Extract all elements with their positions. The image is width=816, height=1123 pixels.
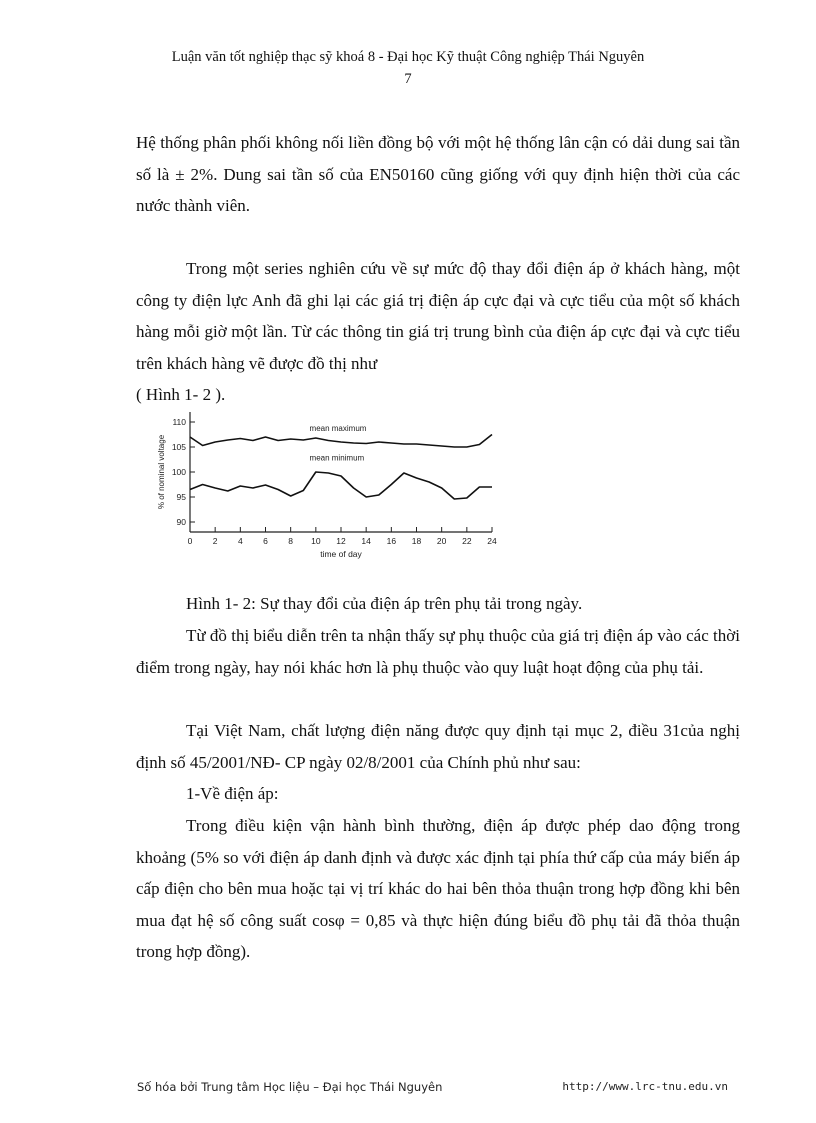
series-label-mean-minimum: mean minimum bbox=[309, 453, 365, 463]
paragraph-observation: Từ đồ thị biểu diễn trên ta nhận thấy sự phụ thuộc của giá trị điện áp vào các thời điểm trong ngày, hay nói khác hơn là phụ thuộc vào quy luật hoạt động của phụ tải. bbox=[136, 626, 740, 677]
paragraph-frequency-tolerance: Hệ thống phân phối không nối liền đồng bộ với một hệ thống lân cận có dải dung sai tần số là ± 2%. Dung sai tần số của EN50160 cũng giống với quy định hiện thời của các nước thành viên. bbox=[136, 133, 740, 215]
paragraph-vietnam-regulation: Tại Việt Nam, chất lượng điện năng được quy định tại mục 2, điều 31của nghị định số 45/2001/NĐ- CP ngày 02/8/2001 của Chính phủ như sau: bbox=[136, 721, 740, 772]
section-heading-voltage: 1-Về điện áp: bbox=[186, 784, 279, 803]
x-tick-label: 8 bbox=[288, 536, 294, 546]
page-header bbox=[0, 46, 816, 90]
x-tick-label: 12 bbox=[336, 536, 346, 546]
x-axis-label: time of day bbox=[320, 549, 362, 559]
x-tick-label: 16 bbox=[386, 536, 397, 546]
x-tick-label: 22 bbox=[462, 536, 472, 546]
chart-series bbox=[190, 435, 492, 500]
y-tick-label: 105 bbox=[171, 442, 186, 452]
footer-url[interactable]: http://www.lrc-tnu.edu.vn bbox=[562, 1080, 728, 1093]
y-tick-label: 90 bbox=[176, 517, 186, 527]
chart-labels bbox=[157, 417, 497, 559]
x-tick-label: 20 bbox=[436, 536, 447, 546]
x-tick-label: 24 bbox=[487, 536, 497, 546]
y-tick-label: 100 bbox=[171, 467, 186, 477]
series-label-mean-maximum: mean maximum bbox=[309, 424, 367, 433]
x-tick-label: 0 bbox=[187, 536, 193, 546]
paragraph-voltage-study-text: Trong một series nghiên cứu về sự mức độ thay đổi điện áp ở khách hàng, một công ty điện lực Anh đã ghi lại các giá trị điện áp cực đại và cực tiểu của một số khách hàng mỗi giờ một lần. Từ các thông tin giá trị trung bình của điện áp cực đại và cực tiểu trên khách hàng vẽ được đồ thị như bbox=[136, 259, 740, 373]
figure-reference: ( Hình 1- 2 ). bbox=[136, 385, 226, 404]
series-line-mean-maximum bbox=[190, 435, 492, 448]
voltage-chart-figure bbox=[148, 408, 518, 578]
header-title: Luận văn tốt nghiệp thạc sỹ khoá 8 - Đại học Kỹ thuật Công nghiệp Thái Nguyên bbox=[171, 49, 645, 65]
voltage-chart bbox=[148, 408, 518, 578]
series-line-mean-minimum bbox=[190, 472, 492, 499]
x-tick-label: 2 bbox=[212, 536, 218, 546]
x-tick-label: 18 bbox=[411, 536, 422, 546]
y-tick-label: 110 bbox=[172, 417, 186, 427]
paragraph-voltage-study bbox=[136, 253, 740, 411]
paragraph-voltage-conditions: Trong điều kiện vận hành bình thường, điện áp được phép dao động trong khoảng (5% so với điện áp danh định và được xác định tại phía thứ cấp của máy biến áp cấp điện cho bên mua hoặc tại vị trí khác do hai bên thỏa thuận trong hợp đồng khi bên mua đạt hệ số công suất cosφ = 0,85 và thực hiện đúng biểu đồ phụ tải đã thỏa thuận trong hợp đồng). bbox=[136, 816, 740, 961]
x-tick-label: 6 bbox=[263, 536, 268, 546]
y-tick-label: 95 bbox=[176, 492, 186, 502]
page-number: 7 bbox=[404, 71, 412, 87]
footer-source: Số hóa bởi Trung tâm Học liệu – Đại học Thái Nguyên bbox=[137, 1080, 443, 1094]
y-axis-label: % of nominal voltage bbox=[157, 434, 166, 510]
x-tick-label: 10 bbox=[311, 536, 321, 546]
x-tick-label: 4 bbox=[237, 536, 243, 546]
figure-caption: Hình 1- 2: Sự thay đổi của điện áp trên phụ tải trong ngày. bbox=[186, 594, 583, 613]
x-tick-label: 14 bbox=[361, 536, 371, 546]
